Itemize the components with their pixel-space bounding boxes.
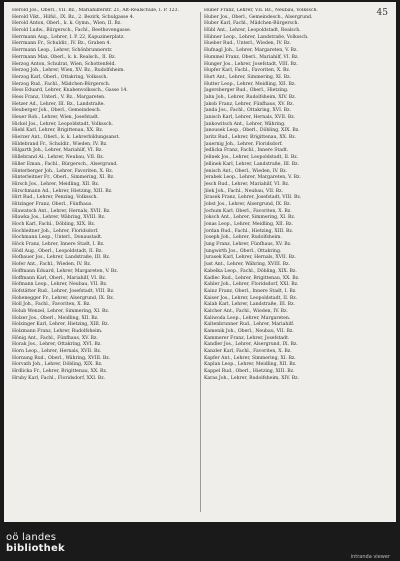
logo-text-line2: bibliothek: [6, 543, 65, 554]
directory-entry: Huber Jos., Oberl., Gemeindesch., Alsergrund.: [204, 14, 313, 20]
directory-entry: Jenisch Ant., Oberl., Wieden, IV. Bz.: [204, 168, 288, 174]
directory-entry: Holub Wenzel, Lehrer, Simmering, XI. Bz.: [12, 308, 110, 314]
directory-entry: Holzer Jos., Oberl., Meidling, XII. Bz.: [12, 315, 99, 321]
directory-entry: Janousek Leop., Oberl., Döbling, XIX. Bz.: [204, 128, 300, 134]
directory-entry: Jedlicka Franz, Fachl., Innere Stadt.: [204, 148, 289, 154]
directory-entry: Jaritz Rud., Lehrer, Brigittenau, XX. Bz.: [204, 135, 297, 141]
directory-entry: Hornung Rud., Oberl., Währing, XVIII. Bz.: [12, 355, 111, 361]
directory-entry: Hummel Franz, Oberl., Mariahilf, VI. Bz.: [204, 54, 299, 60]
directory-entry: Jagersberger Rud., Oberl., Hietzing.: [204, 88, 289, 94]
directory-entry: Hirschmann Ad., Lehrer, Hietzing, XIII. Bz.: [12, 188, 113, 194]
directory-entry: Hofmann Leop., Lehrer, Neubau, VII. Bz.: [12, 282, 108, 288]
directory-entry: Kapfer Ant., Lehrer, Simmering, XI. Bz.: [204, 355, 296, 361]
directory-entry: Herold Jos., Oberl., VII. Bz., Mariahilferstr. 21, Alt-Realschule, I. P. 123.: [12, 8, 179, 13]
directory-entry: Hofbauer Jos., Lehrer, Landstraße, III. Bz.: [12, 255, 111, 261]
directory-entry: Hinterberger Joh., Lehrer, Favoriten, X. Bz.: [12, 168, 114, 174]
directory-entry: Kanzler Karl, Fachl., Favoriten, X. Bz.: [204, 349, 292, 355]
directory-entry: Karas Joh., Lehrer, Rudolfsheim, XIV. Bz.: [204, 375, 299, 381]
left-column: [12, 8, 192, 516]
directory-entry: Hönig Ant., Fachl., Fünfhaus, XV. Bz.: [12, 335, 98, 341]
directory-entry: Hochleitner Joh., Lehrer, Floridsdorf.: [12, 228, 99, 234]
directory-entry: Hohenegger Fr., Lehrer, Alsergrund, IX. Bz.: [12, 295, 115, 301]
directory-entry: Kabelka Leop., Fachl., Döbling, XIX. Bz.: [204, 268, 297, 274]
directory-entry: Hoch Karl, Fachl., Döbling, XIX. Bz.: [12, 222, 96, 227]
directory-entry: Hierzer Ant., Oberl., k. k. Lehrerbildungsanst.: [12, 135, 120, 141]
directory-entry: Jakob Franz, Lehrer, Fünfhaus, XV. Bz.: [204, 101, 294, 107]
directory-entry: Hitzinger Franz, Oberl., Fünfhaus.: [12, 201, 93, 207]
directory-entry: Hiller Eman., Fachl., Bürgersch., Alsergrund.: [12, 161, 118, 167]
directory-entry: Höck Franz, Lehrer, Innere Stadt, I. Bz.: [12, 242, 105, 248]
directory-entry: Joksch Ant., Lehrer, Simmering, XI. Bz.: [204, 215, 296, 221]
directory-entry: Kalcher Ant., Fachl., Wieden, IV. Bz.: [204, 308, 288, 314]
directory-entry: Jellinek Karl, Lehrer, Landstraße, III. Bz.: [204, 161, 300, 167]
directory-entry: Horvath Joh., Lehrer, Döbling, XIX. Bz.: [12, 362, 103, 368]
directory-entry: Holzinger Karl, Lehrer, Hietzing, XIII. Bz.: [12, 322, 110, 328]
directory-entry: Kaplan Leop., Lehrer, Meidling, XII. Bz.: [204, 362, 297, 368]
directory-entry: Horn Leop., Lehrer, Hernals, XVII. Bz.: [12, 349, 102, 355]
directory-entry: Hofstätter Rud., Lehrer, Josefstadt, VIII. Bz.: [12, 288, 115, 294]
directory-entry: Hoffmann Karl, Oberl., Mariahilf, VI. Bz.: [12, 275, 107, 281]
directory-entry: Hildebrand Fr., Schuldir., Wieden, IV. Bz.: [12, 141, 108, 147]
directory-entry: Hufnagl Joh., Lehrer, Margareten, V. Bz.: [204, 48, 298, 54]
directory-entry: Hurt Ant., Lehrer, Simmering, XI. Bz.: [204, 74, 292, 80]
directory-entry: Kalab Karl, Lehrer, Landstraße, III. Bz.: [204, 302, 295, 308]
directory-entry: Heuer Rob., Lehrer, Wien, Josefstadt.: [12, 115, 100, 120]
directory-entry: Kainz Franz, Oberl., Innere Stadt, I. Bz.: [204, 288, 297, 294]
directory-entry: Jelinek Jos., Lehrer, Leopoldstadt, II. Bz.: [204, 155, 299, 161]
directory-entry: Herold Vikt., Hilfsl., IX. Bz., 2. Bezirk, Schulgasse 4.: [12, 14, 135, 20]
directory-entry: Herold Ludw., Bürgersch., Fachl., Beethovengasse.: [12, 28, 132, 34]
directory-entry: Jochum Karl, Oberl., Favoriten, X. Bz.: [204, 208, 292, 214]
directory-entry: Herold Anton, Oberl., k. k. Gymn., Wien, II. Bz.: [12, 21, 122, 27]
directory-entry: Kamenik Joh., Oberl., Neubau, VII. Bz.: [204, 329, 294, 334]
directory-entry: Hickel Jos., Lehrer, Leopoldstadt, Volkssch.: [12, 121, 113, 127]
directory-entry: Kaliwoda Leop., Lehrer, Margareten.: [204, 315, 291, 321]
directory-entry: Huber Franz, Lehrer, VII. Bz., Neubau, Volkssch.: [204, 8, 318, 13]
directory-entry: Hutter Leop., Lehrer, Meidling, XII. Bz.: [204, 81, 296, 87]
directory-entry: Jobst Jos., Lehrer, Alsergrund, IX. Bz.: [204, 201, 292, 207]
directory-entry: Kammerer Franz, Lehrer, Josefstadt.: [204, 335, 290, 341]
directory-entry: Heuberger Joh., Oberl., Gemeindesch.: [12, 108, 102, 114]
directory-entry: Hupfer Karl, Fachl., Favoriten, X. Bz.: [204, 68, 291, 74]
directory-entry: Hetzer Ad., Lehrer, III. Bz., Landstraße.: [12, 101, 105, 107]
directory-entry: Jerabek Leop., Lehrer, Margareten, V. Bz.: [204, 175, 301, 181]
directory-entry: Huber Karl, Fachl., Mädchen-Bürgersch.: [204, 21, 299, 27]
viewer-label: intranda viewer: [350, 554, 390, 560]
directory-entry: Jirasek Franz, Lehrer, Josefstadt, VIII. Bz.: [204, 195, 302, 201]
directory-entry: Herzog Rud., Fachl., Mädchen-Bürgersch.: [12, 81, 111, 87]
directory-entry: Kappel Rud., Oberl., Hietzing, XIII. Bz.: [204, 369, 295, 375]
directory-entry: Jesch Rud., Lehrer, Mariahilf, VI. Bz.: [204, 181, 290, 187]
directory-entry: Kaltenbrunner Rud., Lehrer, Mariahilf.: [204, 322, 295, 328]
directory-entry: Hofer Ant., Fachl., Wieden, IV. Bz.: [12, 262, 92, 268]
directory-entry: Kadlec Rud., Lehrer, Brigittenau, XX. Bz.: [204, 275, 300, 281]
directory-entry: Herrmann Fr., Schuldir., IV. Bz., Graben 4.: [12, 41, 111, 47]
page-number: 45: [376, 8, 388, 18]
directory-entry: Herzog Karl, Oberl., Ottakring, Volkssch.: [12, 74, 108, 80]
directory-entry: Hess Franz, Unterl., V. Bz., Margareten.: [12, 94, 106, 100]
directory-entry: Jilek Joh., Fachl., Neubau, VII. Bz.: [204, 188, 284, 194]
directory-entry: Hess Eduard, Lehrer, Knabenvolkssch., Gasse 14.: [12, 88, 128, 94]
directory-entry: Hiebl Karl, Lehrer, Brigittenau, XX. Bz.: [12, 128, 104, 134]
directory-entry: Joseph Joh., Lehrer, Rudolfsheim.: [204, 235, 282, 241]
viewer-footer: [0, 522, 400, 561]
directory-entry: Jahn Joh., Lehrer, Rudolfsheim, XIV. Bz.: [204, 94, 297, 100]
directory-entry: Jonas Leop., Lehrer, Meidling, XII. Bz.: [204, 222, 293, 227]
directory-entry: Jankowitsch Ant., Lehrer, Währing.: [204, 121, 286, 127]
directory-entry: Jurasek Karl, Lehrer, Hernals, XVII. Bz.: [204, 255, 296, 261]
directory-entry: Hochmann Leop., Unterl., Donaustadt.: [12, 235, 103, 241]
directory-entry: Hlawatsch Ant., Lehrer, Hernals, XVII. Bz.: [12, 208, 111, 214]
directory-entry: Kahler Joh., Lehrer, Floridsdorf, XXI. Bz.: [204, 282, 299, 288]
directory-entry: Hillebrand Al., Lehrer, Neubau, VII. Bz.: [12, 155, 105, 161]
directory-entry: Hilgarth Joh., Lehrer, Mariahilf, VI. Bz.: [12, 148, 103, 154]
directory-entry: Jung Franz, Lehrer, Fünfhaus, XV. Bz.: [204, 242, 292, 248]
directory-entry: Hinterleitner Fr., Oberl., Simmering, XI. Bz.: [12, 175, 115, 181]
directory-entry: Hübl Ant., Lehrer, Leopoldstadt, Realsch.: [204, 28, 301, 34]
directory-entry: Jauernig Joh., Lehrer, Floridsdorf.: [204, 141, 283, 147]
directory-entry: Jordan Rud., Fachl., Hietzing, XIII. Bz.: [204, 228, 294, 234]
directory-entry: Hrdlicka Fr., Lehrer, Brigittenau, XX. Bz.: [12, 369, 108, 375]
directory-entry: Hödl Aug., Oberl., Leopoldstadt, II. Bz.: [12, 248, 103, 254]
library-logo[interactable]: [6, 532, 65, 554]
logo-text-line1: oö landes: [6, 532, 57, 543]
directory-entry: Herrmann Aug., Lehrer, I. P. 22, Kapuzinerplatz.: [12, 34, 125, 40]
right-column: [204, 8, 384, 516]
directory-entry: Janisch Karl, Lehrer, Hernals, XVII. Bz.: [204, 115, 296, 120]
directory-entry: Herzog Anton, Schulrat, Wien, Schottenfeld.: [12, 61, 116, 67]
directory-entry: Holzmann Franz, Lehrer, Rudolfsheim.: [12, 329, 103, 334]
directory-entry: Herzog Joh., Lehrer, Wien, XV. Bz., Rudolfsheim.: [12, 68, 125, 74]
directory-entry: Jungwirth Jos., Oberl., Ottakring.: [204, 248, 282, 254]
directory-entry: Just Ant., Lehrer, Währing, XVIII. Bz.: [204, 262, 290, 268]
directory-entry: Hunger Jos., Lehrer, Josefstadt, VIII. Bz.: [204, 61, 298, 67]
directory-entry: Hirt Rud., Lehrer, Penzing, Volkssch.: [12, 195, 98, 201]
directory-entry: Holl Joh., Fachl., Favoriten, X. Bz.: [12, 302, 91, 308]
directory-entry: Herrmann Max, Oberl., k. k. Realsch., II. Bz.: [12, 54, 116, 60]
directory-entry: Janda Jos., Fachl., Ottakring, XVI. Bz.: [204, 108, 292, 114]
directory-entry: Hruby Karl, Fachl., Floridsdorf, XXI. Bz.: [12, 375, 106, 381]
directory-entry: Hirsch Jos., Lehrer, Meidling, XII. Bz.: [12, 181, 100, 187]
directory-entry: Hlawka Jos., Lehrer, Währing, XVIII. Bz.: [12, 215, 106, 221]
directory-entry: Herrmann Leop., Lehrer, Schönbrunnerstr.: [12, 48, 113, 54]
directory-entry: Hoffmann Eduard, Lehrer, Margareten, V. Bz.: [12, 268, 119, 274]
column-divider: [200, 12, 201, 512]
directory-entry: Horak Jos., Lehrer, Ottakring, XVI. Bz.: [12, 342, 102, 348]
directory-entry: Kaiser Jos., Lehrer, Leopoldstadt, II. Bz.: [204, 295, 298, 301]
directory-entry: Hueber Rud., Unterl., Wieden, IV. Bz.: [204, 41, 292, 47]
directory-entry: Kandler Jos., Lehrer, Alsergrund, IX. Bz.: [204, 342, 298, 348]
directory-entry: Hübner Leop., Lehrer, Landstraße, Volkssch.: [204, 34, 309, 40]
scanned-page: [4, 2, 396, 522]
